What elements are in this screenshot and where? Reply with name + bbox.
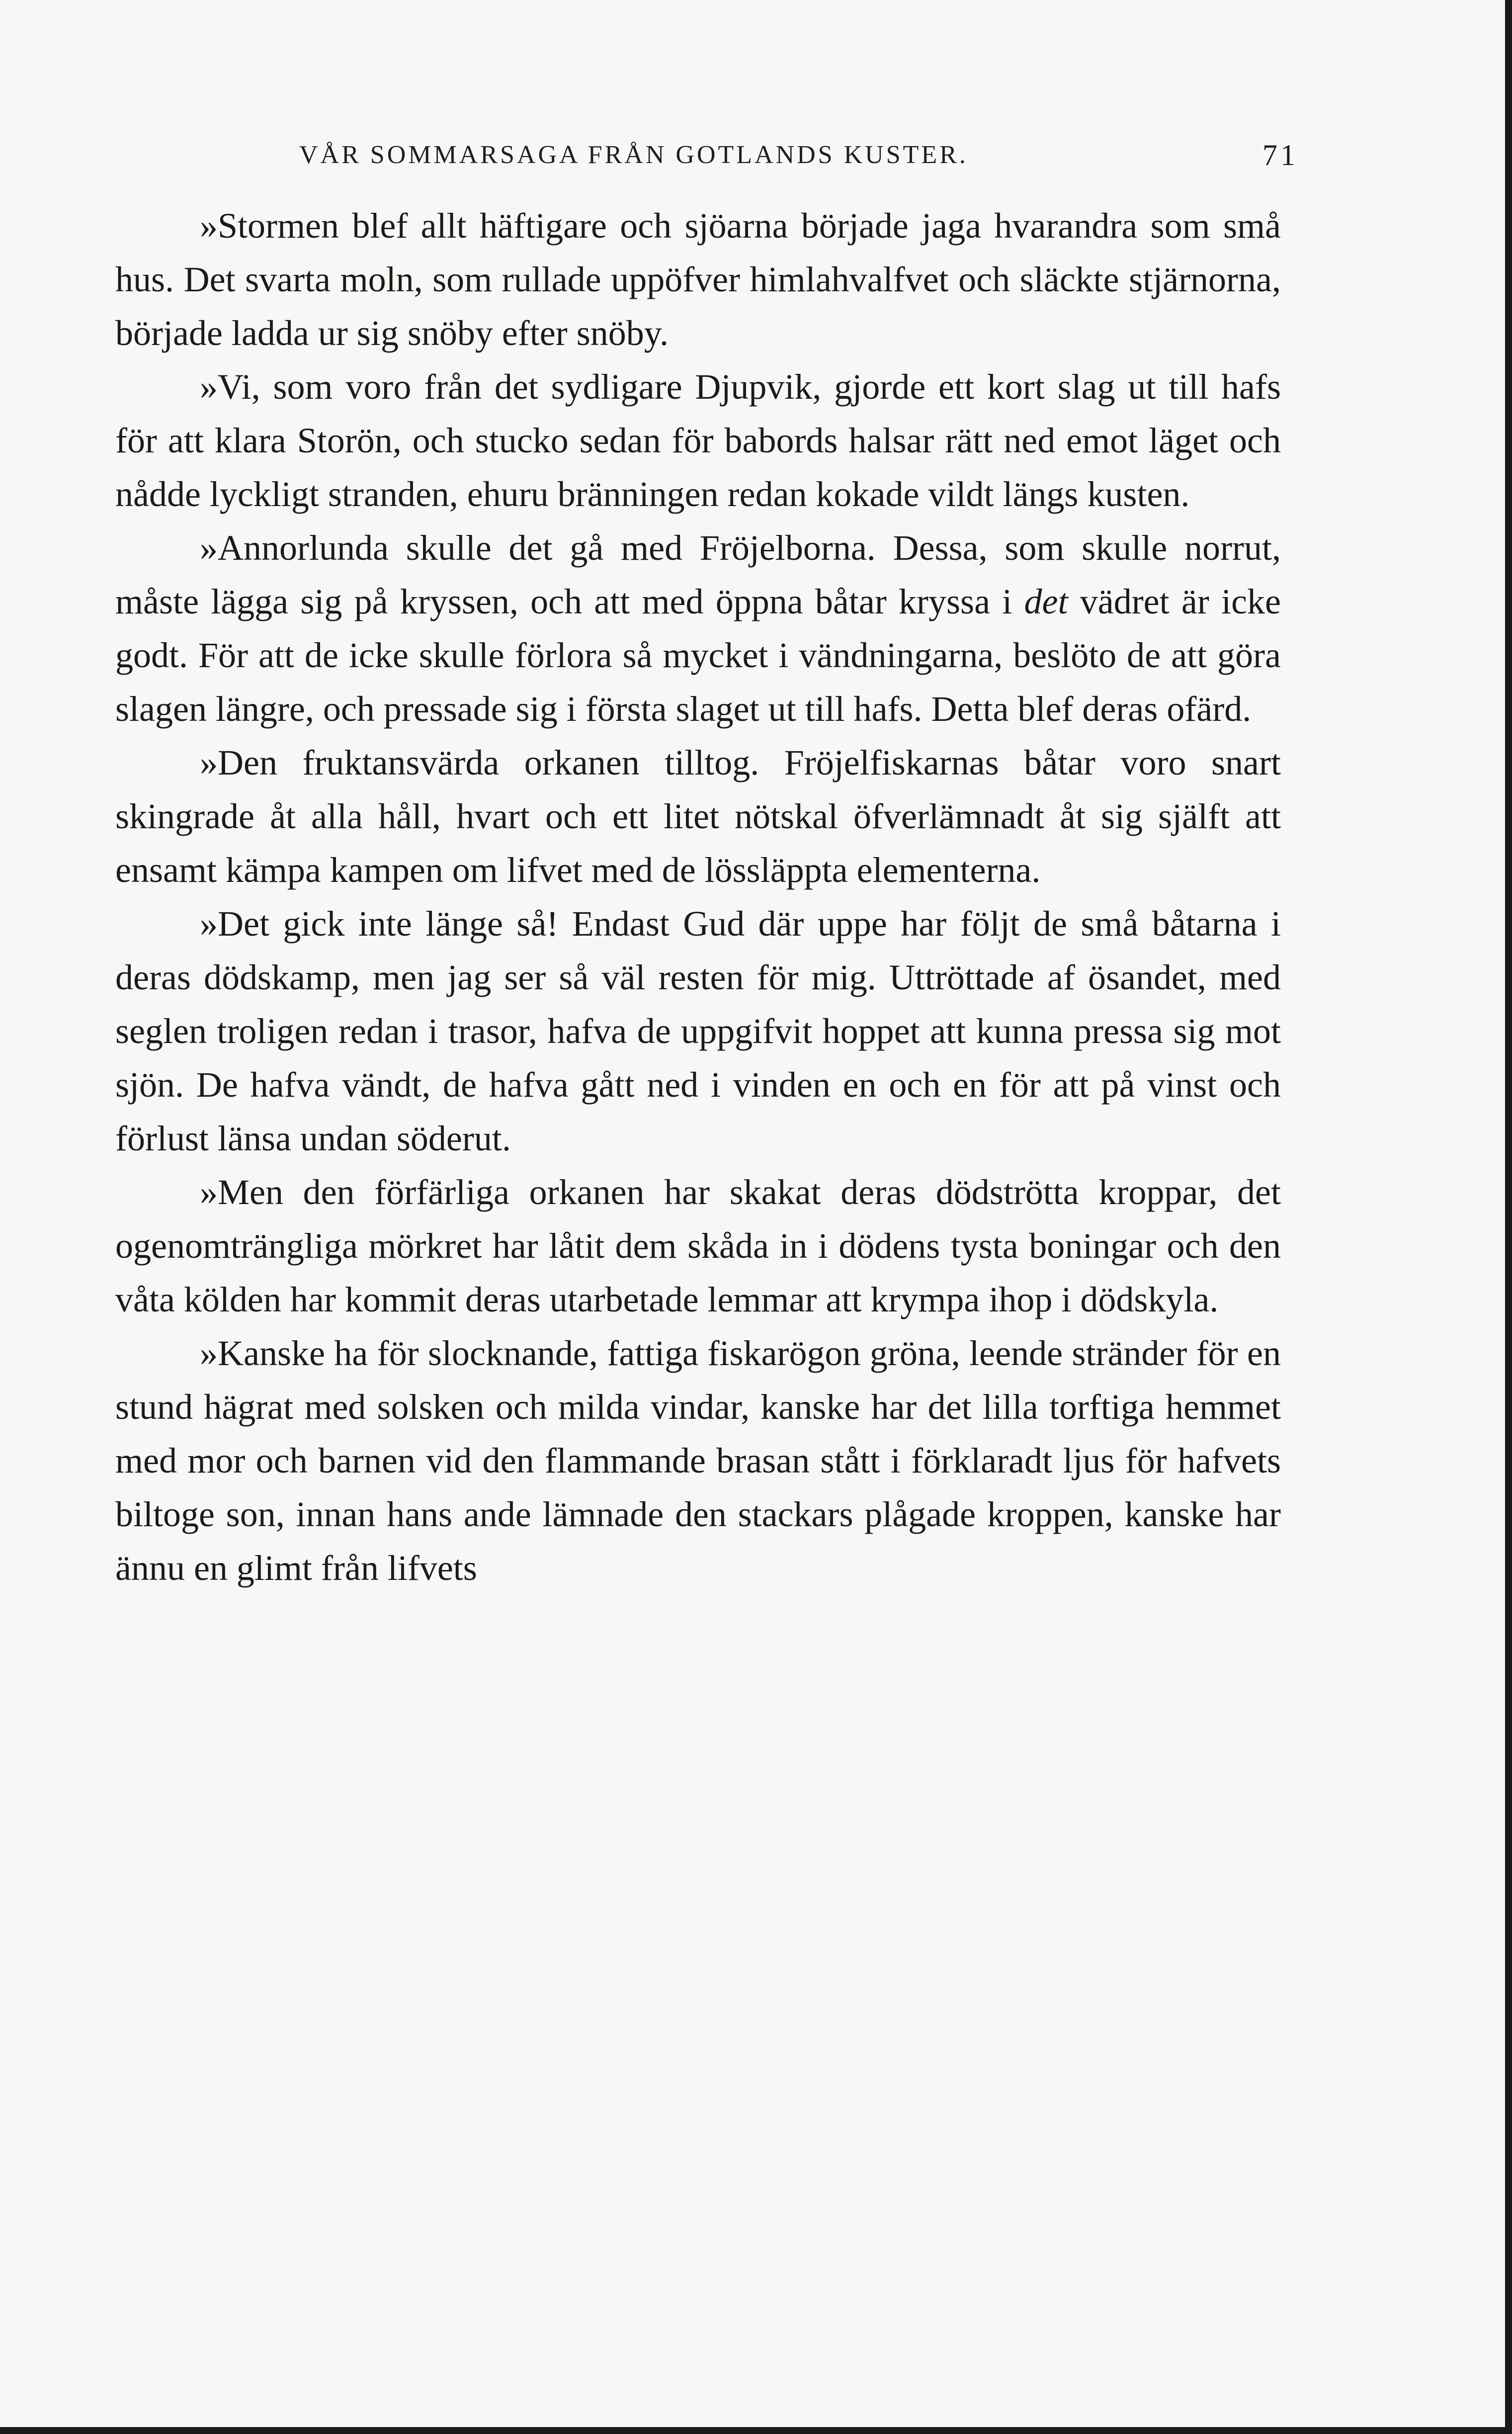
- paragraph-text: vädret är icke godt. För att de icke skulle förlora så mycket i vändningarna, beslöto de att göra slagen längre, och pressade sig i första slaget ut till hafs. Detta blef deras ofärd.: [115, 582, 1281, 729]
- paragraph: »Det gick inte länge så! Endast Gud där uppe har följt de små båtarna i deras dödskamp, men jag ser så väl resten för mig. Uttröttade af ösandet, med seglen troligen redan i trasor, hafva de uppgifvit hoppet att kunna pressa sig mot sjön. De hafva vändt, de hafva gått ned i vinden en och en för att på vinst och förlust länsa undan söderut.: [115, 904, 1281, 1158]
- page-number: 71: [1262, 139, 1298, 172]
- paragraph: »Men den förfärliga orkanen har skakat deras dödströtta kroppar, det ogenomträngliga mörkret har låtit dem skåda in i dödens tysta boningar och den våta kölden har kommit deras utarbetade lemmar att krympa ihop i dödskyla.: [115, 1172, 1281, 1319]
- paragraph: »Vi, som voro från det sydligare Djupvik, gjorde ett kort slag ut till hafs för att klara Storön, och stucko sedan för babords halsar rätt ned emot läget och nådde lyckligt stranden, ehuru bränningen redan kokade vildt längs kusten.: [115, 367, 1281, 514]
- paragraph: »Kanske ha för slocknande, fattiga fiskarögon gröna, leende stränder för en stund hägrat med solsken och milda vindar, kanske har det lilla torftiga hemmet med mor och barnen vid den flammande brasan stått i förklaradt ljus för hafvets biltoge son, innan hans ande lämnade den stackars plågade kroppen, kanske har ännu en glimt från lifvets: [115, 1333, 1281, 1588]
- page-header: [115, 130, 1298, 180]
- paragraph: »Stormen blef allt häftigare och sjöarna började jaga hvarandra som små hus. Det svarta moln, som rullade uppöfver himlahvalfvet och släckte stjärnorna, började ladda ur sig snöby efter snöby.: [115, 206, 1281, 353]
- paragraph: »Den fruktansvärda orkanen tilltog. Fröjelfiskarnas båtar voro snart skingrade åt alla håll, hvart och ett litet nötskal öfverlämnadt åt sig själft att ensamt kämpa kampen om lifvet med de lössläppta elementerna.: [115, 743, 1281, 890]
- body-text: [115, 199, 1281, 1595]
- paragraph-text: »Annorlunda skulle det gå med Fröjelborna. Dessa, som skulle norrut, måste lägga sig på kryssen, och att med öppna båtar kryssa i: [115, 528, 1281, 621]
- italic-word: det: [1024, 582, 1068, 621]
- running-title: VÅR SOMMARSAGA FRÅN GOTLANDS KUSTER.: [299, 141, 968, 169]
- paragraph: [115, 521, 1281, 736]
